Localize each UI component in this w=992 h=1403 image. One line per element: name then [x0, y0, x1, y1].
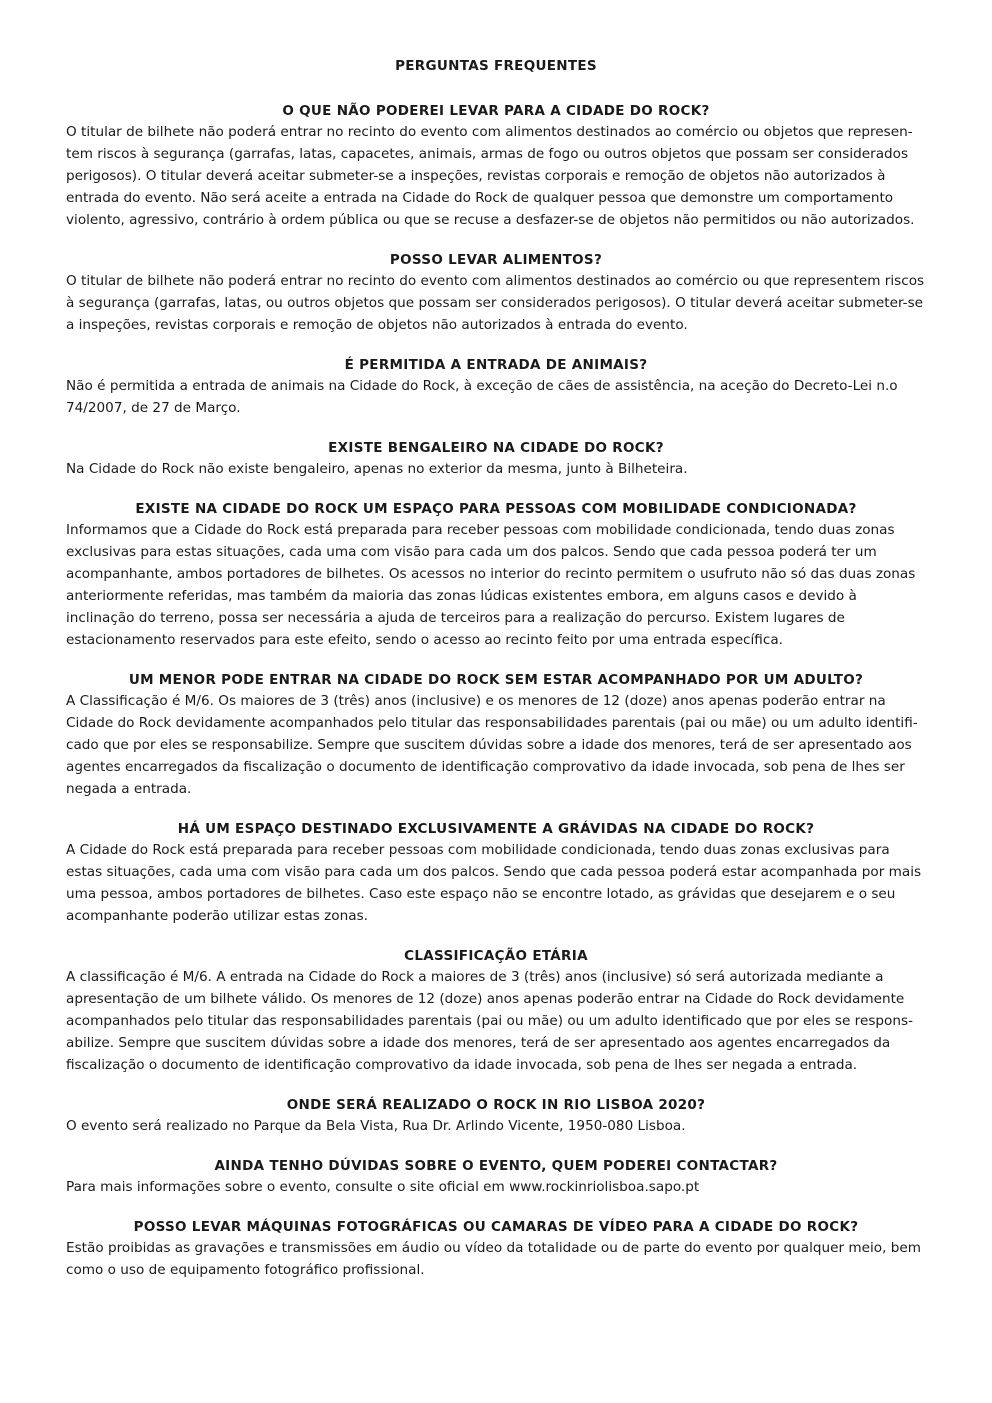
faq-item	[66, 820, 926, 927]
faq-answer: Para mais informações sobre o evento, consulte o site oficial em www.rockinriolisboa.sapo.pt	[66, 1179, 700, 1195]
faq-item	[66, 1218, 926, 1281]
faq-question: O QUE NÃO PODEREI LEVAR PARA A CIDADE DO ROCK?	[282, 103, 710, 119]
faq-answer: Não é permitida a entrada de animais na Cidade do Rock, à exceção de cães de assistência, na aceção do Decreto-Lei n.o 74/2007, de 27 de Março.	[66, 378, 898, 416]
faq-item	[66, 439, 926, 480]
faq-item	[66, 947, 926, 1076]
faq-question: EXISTE BENGALEIRO NA CIDADE DO ROCK?	[328, 440, 664, 456]
faq-question: EXISTE NA CIDADE DO ROCK UM ESPAÇO PARA PESSOAS COM MOBILIDADE CONDICIONADA?	[135, 501, 857, 517]
faq-item	[66, 102, 926, 231]
faq-item	[66, 1157, 926, 1198]
faq-answer: Na Cidade do Rock não existe bengaleiro, apenas no exterior da mesma, junto à Bilheteira.	[66, 461, 688, 477]
faq-question: POSSO LEVAR ALIMENTOS?	[389, 252, 603, 268]
faq-item	[66, 356, 926, 419]
faq-item	[66, 1096, 926, 1137]
faq-question: POSSO LEVAR MÁQUINAS FOTOGRÁFICAS OU CAMARAS DE VÍDEO PARA A CIDADE DO ROCK?	[133, 1219, 859, 1235]
faq-answer: A Cidade do Rock está preparada para receber pessoas com mobilidade condicionada, tendo duas zonas exclusivas para estas situações, cada uma com visão para cada um dos palcos. Sendo que cada pessoa poderá estar acompanhada por mais uma pessoa, ambos portadores de bilhetes. Caso este espaço não se encontre lotado, as grávidas que desejarem e o seu acompanhante poderão utilizar estas zonas.	[66, 842, 922, 924]
faq-question: HÁ UM ESPAÇO DESTINADO EXCLUSIVAMENTE A GRÁVIDAS NA CIDADE DO ROCK?	[177, 821, 815, 837]
faq-item	[66, 251, 926, 336]
page-title: PERGUNTAS FREQUENTES	[395, 58, 597, 74]
faq-answer: A classificação é M/6. A entrada na Cidade do Rock a maiores de 3 (três) anos (inclusive) só será autorizada mediante a apresentação de um bilhete válido. Os menores de 12 (doze) anos apenas poderão entrar na Cidade do Rock devidamente acompanhados pelo titular das responsabilidades parentais (pai ou mãe) ou um adulto identificado que por eles se responsabilize. Sempre que suscitem dúvidas sobre a idade dos menores, terá de ser apresentado aos agentes encarregados da fiscalização o documento de identificação comprovativo da idade invocada, sob pena de lhes ser negada a entrada.	[66, 969, 913, 1073]
faq-question: AINDA TENHO DÚVIDAS SOBRE O EVENTO, QUEM PODEREI CONTACTAR?	[214, 1158, 778, 1174]
faq-question: UM MENOR PODE ENTRAR NA CIDADE DO ROCK SEM ESTAR ACOMPANHADO POR UM ADULTO?	[128, 672, 864, 688]
faq-question: É PERMITIDA A ENTRADA DE ANIMAIS?	[344, 357, 648, 373]
faq-page	[66, 57, 926, 1301]
faq-answer: A Classificação é M/6. Os maiores de 3 (três) anos (inclusive) e os menores de 12 (doze) anos apenas poderão entrar na Cidade do Rock devidamente acompanhados pelo titular das responsabilidades parentais (pai ou mãe) ou um adulto identificado que por eles se responsabilize. Sempre que suscitem dúvidas sobre a idade dos menores, terá de ser apresentado aos agentes encarregados da fiscalização o documento de identificação comprovativo da idade invocada, sob pena de lhes ser negada a entrada.	[66, 693, 918, 797]
faq-item	[66, 500, 926, 651]
faq-answer: O titular de bilhete não poderá entrar no recinto do evento com alimentos destinados ao comércio ou objetos que representem riscos à segurança (garrafas, latas, capacetes, animais, armas de fogo ou outros objetos que possam ser considerados perigosos). O titular deverá aceitar submeter-se a inspeções, revistas corporais e remoção de objetos não autorizados à entrada do evento. Não será aceite a entrada na Cidade do Rock de qualquer pessoa que demonstre um comportamento violento, agressivo, contrário à ordem pública ou que se recuse a desfazer-se de objetos não permitidos ou não autorizados.	[66, 124, 915, 228]
faq-answer: O titular de bilhete não poderá entrar no recinto do evento com alimentos destinados ao comércio ou que representem riscos à segurança (garrafas, latas, ou outros objetos que possam ser considerados perigosos). O titular deverá aceitar submeter-se a inspeções, revistas corporais e remoção de objetos não autorizados à entrada do evento.	[66, 273, 925, 333]
faq-question: CLASSIFICAÇÃO ETÁRIA	[404, 948, 588, 964]
faq-answer: O evento será realizado no Parque da Bela Vista, Rua Dr. Arlindo Vicente, 1950-080 Lisboa.	[66, 1118, 686, 1134]
faq-answer: Informamos que a Cidade do Rock está preparada para receber pessoas com mobilidade condicionada, tendo duas zonas exclusivas para estas situações, cada uma com visão para cada um dos palcos. Sendo que cada pessoa poderá ter um acompanhante, ambos portadores de bilhetes. Os acessos no interior do recinto permitem o usufruto não só das duas zonas anteriormente referidas, mas também da maioria das zonas lúdicas existentes embora, em alguns casos e devido à inclinação do terreno, possa ser necessária a ajuda de terceiros para a realização do percurso. Existem lugares de estacionamento reservados para este efeito, sendo o acesso ao recinto feito por uma entrada específica.	[66, 522, 916, 648]
faq-question: ONDE SERÁ REALIZADO O ROCK IN RIO LISBOA 2020?	[286, 1097, 706, 1113]
faq-item	[66, 671, 926, 800]
faq-answer: Estão proibidas as gravações e transmissões em áudio ou vídeo da totalidade ou de parte do evento por qualquer meio, bem como o uso de equipamento fotográfico profissional.	[66, 1240, 921, 1278]
